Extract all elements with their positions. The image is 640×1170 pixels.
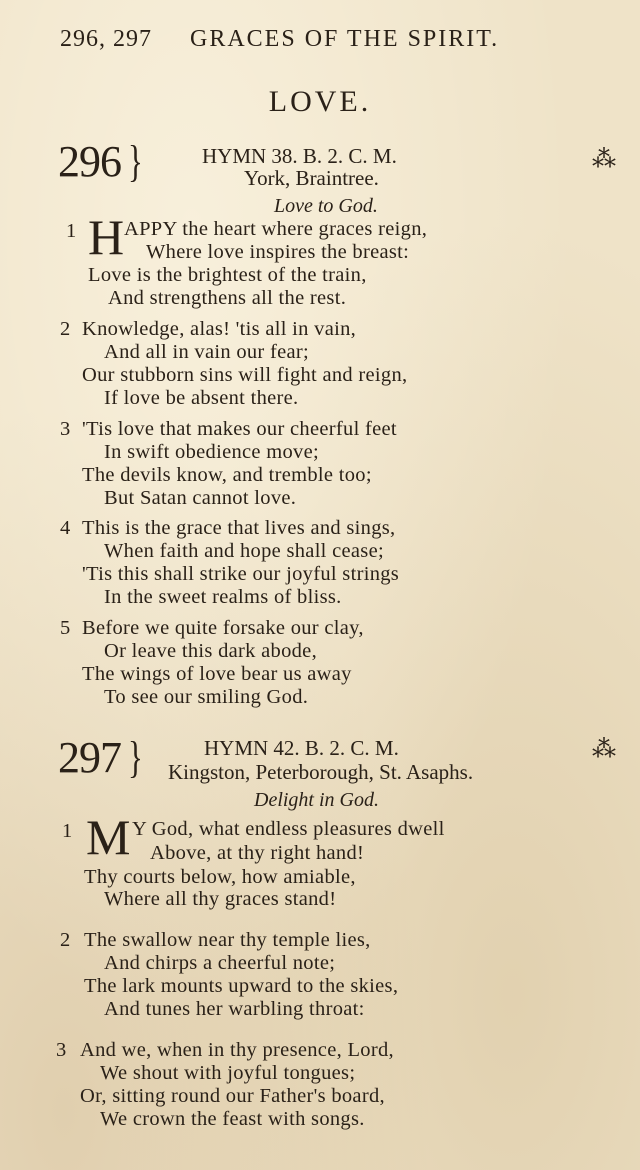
stanza-number: 2 [60,929,71,951]
hymn-number: 297 [58,733,121,782]
tune-names: York, Braintree. [244,166,379,190]
verse-line: This is the grace that lives and sings, [82,517,396,539]
verse-line: In the sweet realms of bliss. [104,586,342,608]
running-title: GRACES OF THE SPIRIT. [190,26,500,52]
verse-line: We shout with joyful tongues; [100,1062,356,1084]
stanza-number: 2 [60,318,71,340]
hymn-meta: HYMN 42. B. 2. C. M. [204,736,399,760]
verse-line: 'Tis love that makes our cheerful feet [82,418,397,440]
stanza-number: 3 [60,418,71,440]
drop-cap: M [86,809,131,865]
hymn-brace: } [128,137,143,186]
verse-line: Our stubborn sins will fight and reign, [82,364,408,386]
verse-line: The wings of love bear us away [82,663,352,685]
hymn-number: 296 [58,137,121,186]
verse-line: Where all thy graces stand! [104,888,337,910]
verse-line: When faith and hope shall cease; [104,540,384,562]
page-numbers: 296, 297 [60,26,152,52]
verse-line: Love is the brightest of the train, [88,264,367,286]
verse-line: Y God, what endless pleasures dwell [132,818,445,840]
running-head [60,22,600,58]
verse-line: And chirps a cheerful note; [104,952,336,974]
stanza-number: 3 [56,1039,67,1061]
verse-line: Or leave this dark abode, [104,640,317,662]
verse-line: And we, when in thy presence, Lord, [80,1039,394,1061]
verse-line: And all in vain our fear; [104,341,310,363]
hymn-subtitle: Love to God. [274,195,378,217]
verse-line: To see our smiling God. [104,686,309,708]
verse-line: Where love inspires the breast: [146,241,410,263]
hymn-brace: } [128,733,143,782]
stanza-number: 4 [60,517,71,539]
verse-line: Knowledge, alas! 'tis all in vain, [82,318,357,340]
ornament-icon: ⁂ [592,147,616,173]
verse-line: But Satan cannot love. [104,487,297,509]
verse-line: Above, at thy right hand! [150,842,365,864]
tune-names: Kingston, Peterborough, St. Asaphs. [168,760,474,784]
stanza-number: 1 [62,820,73,842]
verse-line: Or, sitting round our Father's board, [80,1085,385,1107]
verse-line: And strengthens all the rest. [108,287,347,309]
ornament-icon: ⁂ [592,737,616,763]
section-title: LOVE. [268,85,372,118]
verse-line: We crown the feast with songs. [100,1108,365,1130]
verse-line: In swift obedience move; [104,441,319,463]
verse-line: 'Tis this shall strike our joyful strings [82,563,400,585]
hymn-meta: HYMN 38. B. 2. C. M. [202,144,397,168]
verse-line: Before we quite forsake our clay, [82,617,364,639]
verse-line: If love be absent there. [104,387,299,409]
drop-cap: H [88,209,125,265]
verse-line: The swallow near thy temple lies, [84,929,371,951]
hymn-subtitle: Delight in God. [254,789,379,811]
verse-line: APPY the heart where graces reign, [124,218,428,240]
stanza-number: 1 [66,220,77,242]
stanza-number: 5 [60,617,71,639]
verse-line: And tunes her warbling throat: [104,998,365,1020]
verse-line: Thy courts below, how amiable, [84,866,356,888]
verse-line: The lark mounts upward to the skies, [84,975,399,997]
verse-line: The devils know, and tremble too; [82,464,372,486]
